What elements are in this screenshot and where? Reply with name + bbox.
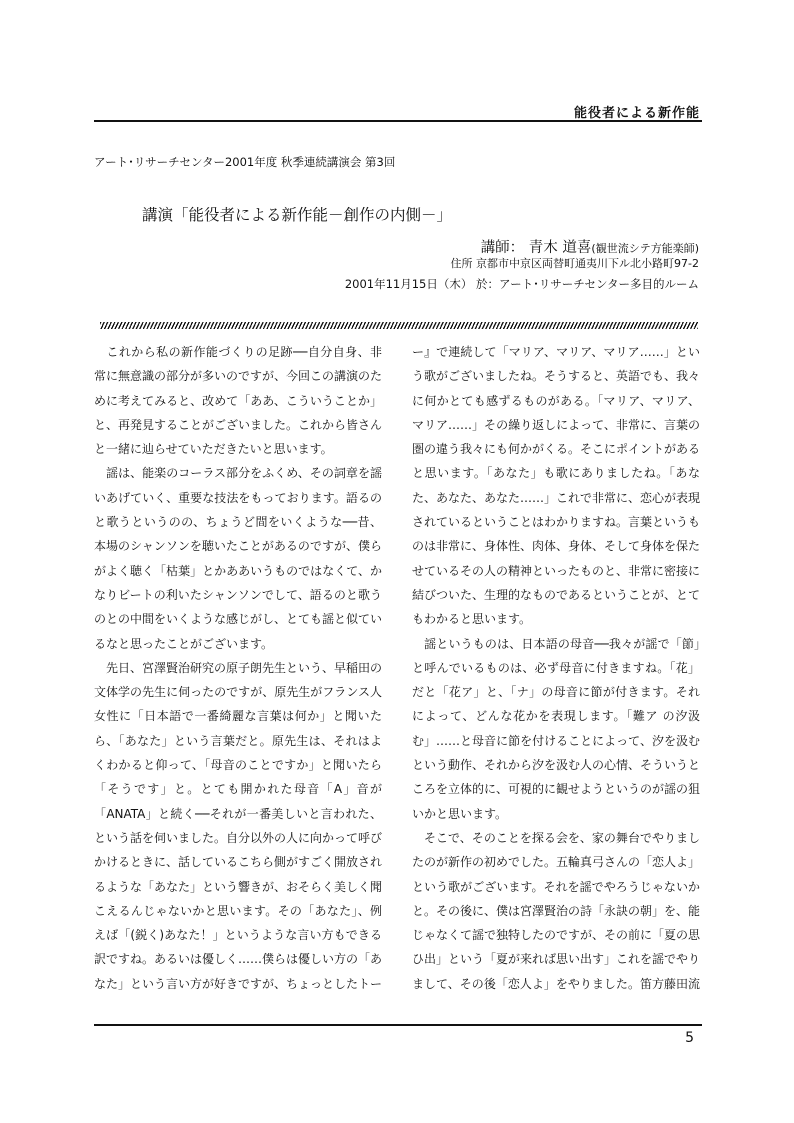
paragraph: これから私の新作能づくりの足跡──自分自身、非常に無意識の部分が多いのですが、今回この講演のために考えてみると、改めて「ああ、こういうことか」と、再発見することがございました。これから皆さんと一緒に辿らせていただきたいと思います。 [94, 345, 382, 457]
lecturer-name: 青木 道喜 [528, 240, 592, 256]
lecturer-line [481, 236, 699, 257]
header-rule [94, 120, 702, 122]
hatched-divider [100, 322, 698, 329]
lecturer-address: 住所 京都市中京区両替町通夷川下ル北小路町97-2 [450, 257, 699, 270]
lecturer-affiliation: (観世流シテ方能楽師) [591, 242, 699, 255]
lecture-series: アート･リサーチセンター2001年度 秋季連続講演会 第3回 [94, 155, 396, 169]
paragraph: 謡というものは、日本語の母音──我々が謡で「節」と呼んでいるものは、必ず母音に付きますね。「花」だと「花ア」と、「ナ」の母音に節が付きます。それによって、どんな花かを表現します。「難ア の汐汲む」……と母音に節を付けることによって、汐を汲むという動作、それから汐を汲む人の心情、そういうところを立体的に、可視的に観せようというのが謡の狙いかと思います。 [412, 636, 700, 821]
paragraph: 謡は、能楽のコーラス部分をふくめ、その詞章を謡いあげていく、重要な技法をもっております。語るのと歌うというのの、ちょうど間をいくような──昔、本場のシャンソンを聴いたことがあるのですが、僕らがよく聴く「枯葉」とかああいうものではなくて、かなりビートの利いたシャンソンでして、語るのと歌うのとの中間をいくような感じがし、とても謡と似ているなと思ったことがございます。 [94, 466, 382, 651]
running-title: 能役者による新作能 [573, 106, 700, 121]
date-venue: 2001年11月15日（木） 於：アート･リサーチセンター多目的ルーム [344, 277, 699, 291]
footer-rule [94, 1024, 702, 1026]
paragraph: ー』で連続して「マリア、マリア、マリア……」という歌がございましたね。そうすると、英語でも、我々に何かとても感ずるものがある。「マリア、マリア、マリア……」その繰り返しによって、非常に、言葉の圏の違う我々にも何かがくる。そこにポイントがあると思います。「あなた」も歌にありましたね。「あなた、あなた、あなた……」これで非常に、恋心が表現されているということはわかりますね。言葉というものは非常に、身体性、肉体、身体、そして身体を保たせているその人の精神といったものと、非常に密接に結びついた、生理的なものであるということが、とてもわかると思います。 [412, 345, 700, 627]
lecturer-label: 講師： [480, 240, 525, 256]
paragraph: そこで、そのことを探る会を、家の舞台でやりましたのが新作の初めでした。五輪真弓さんの「恋人よ」という歌がございます。それを謡でやろうじゃないかと。その後に、僕は宮澤賢治の詩「永訣の朝」を、能じゃなくて謡で独特したのですが、その前に「夏の思ひ出」という「夏が来れば思い出す」これを謡でやりまして、その後「恋人よ」をやりました。笛方藤田流 [412, 830, 700, 991]
lecture-title: 講演「能役者による新作能－創作の内側－」 [142, 206, 453, 224]
body-column-left [94, 340, 382, 1000]
body-column-right [412, 340, 700, 1000]
page-number: 5 [685, 1030, 694, 1046]
paragraph: 先日、宮澤賢治研究の原子朗先生という、早稲田の文体学の先生に伺ったのですが、原先生がフランス人女性に「日本語で一番綺麗な言葉は何か」と聞いたら、「あなた」という言葉だと。原先生は、それはよくわかると仰って、「母音のことですか」と聞いたら「そうです」と。とても開かれた母音「A」音が「ANATA」と続く──それが一番美しいと言われた、という話を伺いました。自分以外の人に向かって呼びかけるときに、話しているこちら側がすごく開放されるような「あなた」という響きが、おそらく美しく聞こえるんじゃないかと思います。その「あなた」、例えば「(鋭く)あなた！」というような言い方もできる訳ですね。あるいは優しく……僕らは優しい方の「あなた」という言い方が好きですが、ちょっとしたトー [94, 660, 382, 991]
